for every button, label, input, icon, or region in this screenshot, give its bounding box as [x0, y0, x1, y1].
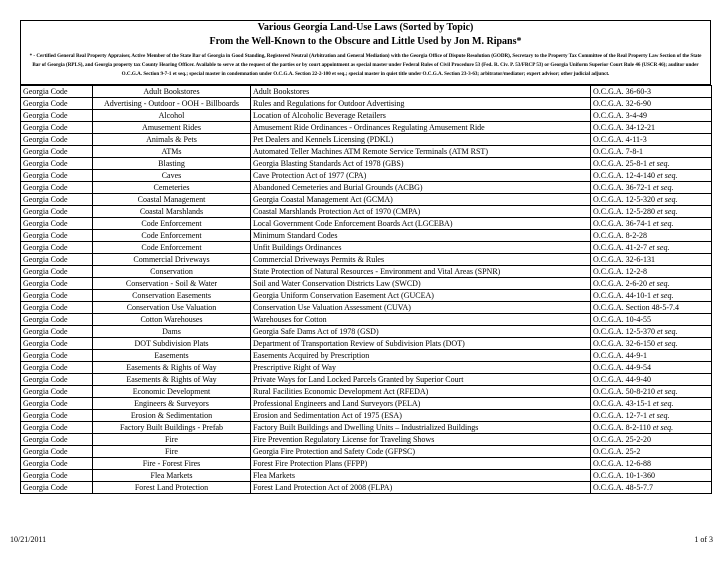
cell-citation: O.C.G.A. 10-4-55 [591, 313, 712, 325]
cell-code-type: Georgia Code [21, 277, 93, 289]
cell-law-name: Georgia Safe Dams Act of 1978 (GSD) [251, 325, 591, 337]
cell-topic: Blasting [93, 157, 251, 169]
table-row [21, 277, 712, 289]
cell-citation: O.C.G.A. 36-74-1 et seq. [591, 217, 712, 229]
cell-topic: Erosion & Sedimentation [93, 409, 251, 421]
table-row [21, 229, 712, 241]
cell-code-type: Georgia Code [21, 193, 93, 205]
cell-code-type: Georgia Code [21, 433, 93, 445]
cell-code-type: Georgia Code [21, 385, 93, 397]
cell-code-type: Georgia Code [21, 301, 93, 313]
cell-law-name: Private Ways for Land Locked Parcels Granted by Superior Court [251, 373, 591, 385]
et-seq-label: et seq. [651, 182, 674, 192]
cell-topic: Conservation [93, 265, 251, 277]
print-date: 10/21/2011 [10, 535, 47, 544]
cell-code-type: Georgia Code [21, 361, 93, 373]
cell-law-name: Georgia Fire Protection and Safety Code (GFPSC) [251, 445, 591, 457]
cell-law-name: Conservation Use Valuation Assessment (CUVA) [251, 301, 591, 313]
table-row [21, 85, 712, 97]
table-row [21, 253, 712, 265]
et-seq-label: et seq. [647, 410, 670, 420]
cell-citation: O.C.G.A. Section 48-5-7.4 [591, 301, 712, 313]
cell-citation: O.C.G.A. 44-9-54 [591, 361, 712, 373]
et-seq-label: et seq. [655, 386, 678, 396]
cell-topic: Code Enforcement [93, 217, 251, 229]
cell-law-name: Forest Fire Protection Plans (FFPP) [251, 457, 591, 469]
et-seq-label: et seq. [655, 170, 678, 180]
cell-citation: O.C.G.A. 36-60-3 [591, 85, 712, 97]
table-row [21, 145, 712, 157]
laws-table [20, 85, 712, 494]
table-row [21, 241, 712, 253]
cell-code-type: Georgia Code [21, 217, 93, 229]
cell-citation: O.C.G.A. 48-5-7.7 [591, 481, 712, 493]
cell-topic: Fire - Forest Fires [93, 457, 251, 469]
table-row [21, 409, 712, 421]
table-row [21, 133, 712, 145]
cell-law-name: Flea Markets [251, 469, 591, 481]
cell-topic: Forest Land Protection [93, 481, 251, 493]
cell-citation: O.C.G.A. 7-8-1 [591, 145, 712, 157]
cell-citation: O.C.G.A. 8-2-28 [591, 229, 712, 241]
page-number: 1 of 3 [694, 535, 713, 544]
cell-law-name: Warehouses for Cotton [251, 313, 591, 325]
cell-code-type: Georgia Code [21, 289, 93, 301]
table-row [21, 97, 712, 109]
et-seq-label: et seq. [647, 242, 670, 252]
cell-topic: Alcohol [93, 109, 251, 121]
cell-topic: Conservation - Soil & Water [93, 277, 251, 289]
et-seq-label: et seq. [651, 398, 674, 408]
cell-citation: O.C.G.A. 12-5-370 et seq. [591, 325, 712, 337]
table-row [21, 169, 712, 181]
table-row [21, 373, 712, 385]
cell-citation: O.C.G.A. 50-8-210 et seq. [591, 385, 712, 397]
et-seq-label: et seq. [655, 206, 678, 216]
et-seq-label: et seq. [647, 278, 670, 288]
table-row [21, 337, 712, 349]
cell-citation: O.C.G.A. 44-10-1 et seq. [591, 289, 712, 301]
cell-code-type: Georgia Code [21, 469, 93, 481]
document-subtitle: From the Well-Known to the Obscure and Little Used by Jon M. Ripans* [209, 36, 522, 47]
cell-law-name: Automated Teller Machines ATM Remote Service Terminals (ATM RST) [251, 145, 591, 157]
cell-code-type: Georgia Code [21, 313, 93, 325]
cell-law-name: Georgia Uniform Conservation Easement Act (GUCEA) [251, 289, 591, 301]
cell-citation: O.C.G.A. 32-6-131 [591, 253, 712, 265]
et-seq-label: et seq. [655, 338, 678, 348]
cell-citation: O.C.G.A. 12-6-88 [591, 457, 712, 469]
cell-code-type: Georgia Code [21, 421, 93, 433]
cell-topic: Fire [93, 433, 251, 445]
cell-topic: Advertising - Outdoor - OOH - Billboards [93, 97, 251, 109]
cell-law-name: Pet Dealers and Kennels Licensing (PDKL) [251, 133, 591, 145]
table-row [21, 349, 712, 361]
cell-citation: O.C.G.A. 44-9-40 [591, 373, 712, 385]
cell-code-type: Georgia Code [21, 109, 93, 121]
table-row [21, 181, 712, 193]
cell-law-name: Factory Built Buildings and Dwelling Units – Industrialized Buildings [251, 421, 591, 433]
cell-citation: O.C.G.A. 44-9-1 [591, 349, 712, 361]
cell-topic: DOT Subdivision Plats [93, 337, 251, 349]
cell-law-name: Unfit Buildings Ordinances [251, 241, 591, 253]
cell-topic: Engineers & Surveyors [93, 397, 251, 409]
cell-code-type: Georgia Code [21, 121, 93, 133]
cell-citation: O.C.G.A. 43-15-1 et seq. [591, 397, 712, 409]
cell-topic: Dams [93, 325, 251, 337]
cell-topic: Conservation Use Valuation [93, 301, 251, 313]
table-row [21, 361, 712, 373]
et-seq-label: et seq. [655, 194, 678, 204]
cell-topic: Economic Development [93, 385, 251, 397]
cell-citation: O.C.G.A. 12-7-1 et seq. [591, 409, 712, 421]
cell-law-name: Coastal Marshlands Protection Act of 1970 (CMPA) [251, 205, 591, 217]
cell-code-type: Georgia Code [21, 169, 93, 181]
document-header [20, 20, 711, 85]
cell-code-type: Georgia Code [21, 205, 93, 217]
cell-citation: O.C.G.A. 34-12-21 [591, 121, 712, 133]
cell-topic: Fire [93, 445, 251, 457]
cell-law-name: Local Government Code Enforcement Boards Act (LGCEBA) [251, 217, 591, 229]
cell-citation: O.C.G.A. 12-5-320 et seq. [591, 193, 712, 205]
cell-topic: Coastal Marshlands [93, 205, 251, 217]
table-row [21, 301, 712, 313]
cell-code-type: Georgia Code [21, 97, 93, 109]
table-row [21, 121, 712, 133]
cell-code-type: Georgia Code [21, 85, 93, 97]
table-row [21, 433, 712, 445]
cell-code-type: Georgia Code [21, 145, 93, 157]
cell-citation: O.C.G.A. 8-2-110 et seq. [591, 421, 712, 433]
table-row [21, 325, 712, 337]
cell-topic: Code Enforcement [93, 229, 251, 241]
table-row [21, 217, 712, 229]
cell-citation: O.C.G.A. 32-6-150 et seq. [591, 337, 712, 349]
cell-law-name: Forest Land Protection Act of 2008 (FLPA) [251, 481, 591, 493]
cell-code-type: Georgia Code [21, 397, 93, 409]
table-row [21, 469, 712, 481]
et-seq-label: et seq. [651, 218, 674, 228]
et-seq-label: et seq. [651, 290, 674, 300]
cell-citation: O.C.G.A. 10-1-360 [591, 469, 712, 481]
cell-law-name: Commercial Driveways Permits & Rules [251, 253, 591, 265]
cell-citation: O.C.G.A. 2-6-20 et seq. [591, 277, 712, 289]
cell-code-type: Georgia Code [21, 133, 93, 145]
cell-law-name: Georgia Coastal Management Act (GCMA) [251, 193, 591, 205]
cell-law-name: Prescriptive Right of Way [251, 361, 591, 373]
cell-topic: Flea Markets [93, 469, 251, 481]
cell-law-name: Easements Acquired by Prescription [251, 349, 591, 361]
et-seq-label: et seq. [655, 326, 678, 336]
cell-topic: Commercial Driveways [93, 253, 251, 265]
cell-law-name: Adult Bookstores [251, 85, 591, 97]
cell-code-type: Georgia Code [21, 409, 93, 421]
cell-citation: O.C.G.A. 12-5-280 et seq. [591, 205, 712, 217]
table-row [21, 313, 712, 325]
cell-law-name: Rural Facilities Economic Development Act (RFEDA) [251, 385, 591, 397]
table-row [21, 109, 712, 121]
cell-law-name: Abandoned Cemeteries and Burial Grounds (ACBG) [251, 181, 591, 193]
cell-code-type: Georgia Code [21, 253, 93, 265]
table-row [21, 205, 712, 217]
cell-law-name: Professional Engineers and Land Surveyors (PELA) [251, 397, 591, 409]
cell-citation: O.C.G.A. 25-2-20 [591, 433, 712, 445]
cell-citation: O.C.G.A. 36-72-1 et seq. [591, 181, 712, 193]
cell-code-type: Georgia Code [21, 265, 93, 277]
cell-citation: O.C.G.A. 4-11-3 [591, 133, 712, 145]
cell-topic: Adult Bookstores [93, 85, 251, 97]
cell-law-name: Amusement Ride Ordinances - Ordinances Regulating Amusement Ride [251, 121, 591, 133]
table-row [21, 457, 712, 469]
cell-topic: Code Enforcement [93, 241, 251, 253]
cell-code-type: Georgia Code [21, 157, 93, 169]
cell-code-type: Georgia Code [21, 457, 93, 469]
cell-law-name: Department of Transportation Review of Subdivision Plats (DOT) [251, 337, 591, 349]
author-footnote: * - Certified General Real Property Appraiser, Active Member of the State Bar of Georgia in Good Standing, Registered Neutral (Arbitration and General Mediation) with the Georgia Office of Dispute Resolution (GODR), Secretary to the Property Tax Committee of the Real Property Law Section of the State Bar of Georgia (RPLS), and Georgia property tax County Hearing Officer. Available to serve at the request of the parties or by court appointment as special master under Federal Rules of Civil Procedure 53 (Fed. R. Civ. P. 53/FRCP 53) or Georgia Uniform Superior Court Rule 46 (USCR 46); auditor under O.C.G.A. Section 9-7-1 et seq.; special master in condemnation under O.C.G.A. Section 22-2-100 et seq.; special master in quiet title under O.C.G.A. Section 23-3-63; arbitrator/mediator; expert advisor; other judicial adjunct. [29, 53, 702, 78]
cell-topic: Conservation Easements [93, 289, 251, 301]
cell-law-name: Soil and Water Conservation Districts Law (SWCD) [251, 277, 591, 289]
cell-topic: ATMs [93, 145, 251, 157]
cell-law-name: Rules and Regulations for Outdoor Advertising [251, 97, 591, 109]
table-row [21, 397, 712, 409]
cell-topic: Easements [93, 349, 251, 361]
cell-law-name: Minimum Standard Codes [251, 229, 591, 241]
table-row [21, 481, 712, 493]
cell-topic: Animals & Pets [93, 133, 251, 145]
cell-citation: O.C.G.A. 25-8-1 et seq. [591, 157, 712, 169]
cell-topic: Cotton Warehouses [93, 313, 251, 325]
cell-topic: Caves [93, 169, 251, 181]
cell-code-type: Georgia Code [21, 373, 93, 385]
document-title: Various Georgia Land-Use Laws (Sorted by Topic) [257, 22, 474, 33]
table-row [21, 421, 712, 433]
cell-citation: O.C.G.A. 3-4-49 [591, 109, 712, 121]
table-row [21, 157, 712, 169]
table-row [21, 445, 712, 457]
cell-topic: Factory Built Buildings - Prefab [93, 421, 251, 433]
cell-code-type: Georgia Code [21, 241, 93, 253]
table-row [21, 385, 712, 397]
cell-law-name: Georgia Blasting Standards Act of 1978 (GBS) [251, 157, 591, 169]
cell-citation: O.C.G.A. 12-4-140 et seq. [591, 169, 712, 181]
cell-law-name: State Protection of Natural Resources - Environment and Vital Areas (SPNR) [251, 265, 591, 277]
cell-citation: O.C.G.A. 32-6-90 [591, 97, 712, 109]
cell-topic: Easements & Rights of Way [93, 373, 251, 385]
cell-topic: Easements & Rights of Way [93, 361, 251, 373]
cell-topic: Coastal Management [93, 193, 251, 205]
cell-code-type: Georgia Code [21, 445, 93, 457]
cell-topic: Amusement Rides [93, 121, 251, 133]
cell-law-name: Fire Prevention Regulatory License for Traveling Shows [251, 433, 591, 445]
cell-law-name: Location of Alcoholic Beverage Retailers [251, 109, 591, 121]
cell-code-type: Georgia Code [21, 181, 93, 193]
cell-citation: O.C.G.A. 41-2-7 et seq. [591, 241, 712, 253]
cell-law-name: Erosion and Sedimentation Act of 1975 (ESA) [251, 409, 591, 421]
cell-citation: O.C.G.A. 12-2-8 [591, 265, 712, 277]
cell-code-type: Georgia Code [21, 337, 93, 349]
cell-law-name: Cave Protection Act of 1977 (CPA) [251, 169, 591, 181]
et-seq-label: et seq. [650, 422, 674, 432]
cell-code-type: Georgia Code [21, 229, 93, 241]
et-seq-label: et seq. [647, 158, 670, 168]
cell-code-type: Georgia Code [21, 481, 93, 493]
cell-citation: O.C.G.A. 25-2 [591, 445, 712, 457]
document-sheet [20, 20, 711, 494]
table-row [21, 265, 712, 277]
cell-code-type: Georgia Code [21, 349, 93, 361]
cell-code-type: Georgia Code [21, 325, 93, 337]
table-row [21, 289, 712, 301]
table-row [21, 193, 712, 205]
cell-topic: Cemeteries [93, 181, 251, 193]
